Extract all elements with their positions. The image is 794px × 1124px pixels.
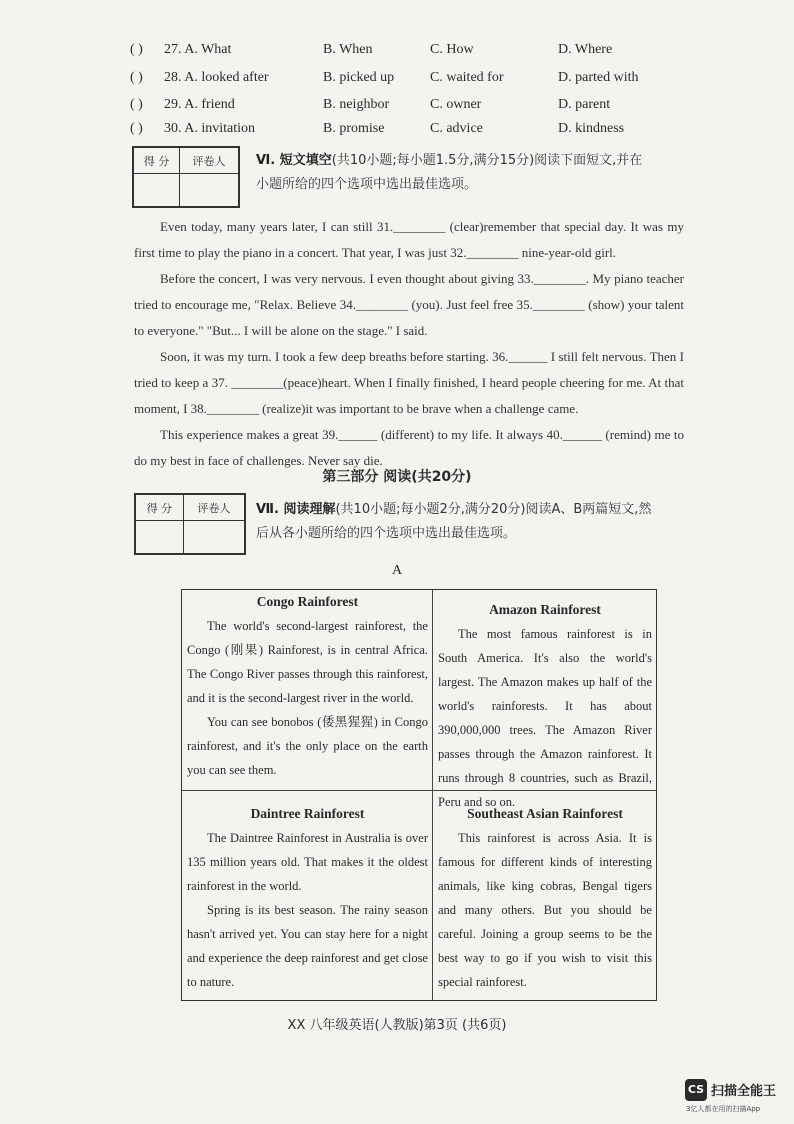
section7-heading (256, 498, 696, 546)
answer-blank: ( ) (130, 97, 143, 112)
rainforest-paragraph: Spring is its best season. The rainy season hasn't arrived yet. You can stay here for a night and experience the deep rainforest and get close to nature. (187, 903, 428, 989)
option-d: D. parted with (558, 70, 639, 85)
grader-label: 评卷人 (179, 148, 238, 174)
option-a: 27. A. What (164, 42, 232, 57)
passage-paragraph: Soon, it was my turn. I took a few deep breaths before starting. 36.______ I still felt nervous. Then I tried to keep a 37. ________(peace)heart. When I finally finished, I heard people cheering for me. At that moment, I 38.________ (realize)it was important to be brave when a challenge came. (134, 349, 684, 416)
rainforest-table (181, 589, 657, 1001)
option-c: C. waited for (430, 70, 504, 85)
section7-number: Ⅶ. 阅读理解 (256, 502, 336, 517)
rainforest-title: Amazon Rainforest (489, 602, 601, 617)
cloze-passage (134, 214, 684, 474)
option-d: D. kindness (558, 121, 625, 136)
option-b: B. When (323, 42, 373, 57)
rainforest-paragraph: You can see bonobos (倭黑猩猩) in Congo rainforest, and it's the only place on the earth you can see them. (187, 715, 428, 777)
scanner-app-name: 扫描全能王 (711, 1084, 777, 1099)
rainforest-paragraph: The world's second-largest rainforest, the Congo (刚果) Rainforest, is in central Africa. The Congo River passes through this rainforest, and it is the second-largest river in the world. (187, 619, 428, 705)
page-footer: XX 八年级英语(人教版)第3页 (共6页) (287, 1018, 507, 1033)
choice-row (130, 97, 650, 121)
grader-label: 评卷人 (183, 495, 244, 521)
score-box-section6 (132, 146, 240, 208)
answer-blank: ( ) (130, 42, 143, 57)
option-b: B. picked up (323, 70, 395, 85)
part3-title: 第三部分 阅读(共20分) (322, 469, 472, 485)
camscanner-logo-icon: CS (685, 1079, 707, 1101)
section6-heading (256, 149, 686, 197)
option-b: B. neighbor (323, 97, 390, 112)
rainforest-cell-daintree (182, 802, 432, 1000)
rainforest-title: Daintree Rainforest (250, 806, 365, 821)
choice-row (130, 42, 650, 66)
rainforest-paragraph: The most famous rainforest is in South America. It's also the world's largest. The Amazon makes up half of the world's rainforests. It has about 390,000,000 trees. The Amazon River passes through the Amazon rainforest. It runs through 8 countries, such as Brazil, Peru and so on. (438, 627, 652, 809)
rainforest-cell-amazon (433, 598, 656, 809)
option-c: C. owner (430, 97, 482, 112)
option-d: D. parent (558, 97, 611, 112)
choice-row (130, 70, 650, 94)
section7-desc2: 后从各小题所给的四个选项中选出最佳选项。 (256, 526, 517, 541)
rainforest-title: Congo Rainforest (256, 594, 359, 609)
section6-desc2: 小题所给的四个选项中选出最佳选项。 (256, 177, 478, 192)
rainforest-title: Southeast Asian Rainforest (467, 806, 623, 821)
scanner-tagline: 3亿人都在用的扫描App (686, 1105, 761, 1113)
section6-desc: (共10小题;每小题1.5分,满分15分)阅读下面短文,并在 (331, 153, 643, 168)
rainforest-cell-congo (182, 590, 432, 790)
option-a: 30. A. invitation (164, 121, 255, 136)
passage-paragraph: Before the concert, I was very nervous. I even thought about giving 33.________. My piano teacher tried to encourage me, "Relax. Believe 34.________ (you). Just feel free 35.________ (show) your talent to everyone." "But... I will be alone on the stage." I said. (134, 271, 684, 338)
score-label: 得 分 (136, 495, 184, 521)
passage-paragraph: This experience makes a great 39.______ (different) to my life. It always 40.______ (remind) me to do my best in face of challenges. Never say die. (134, 427, 684, 468)
option-b: B. promise (323, 121, 385, 136)
option-a: 29. A. friend (164, 97, 235, 112)
score-box-section7 (134, 493, 246, 555)
option-a: 28. A. looked after (164, 70, 269, 85)
answer-blank: ( ) (130, 70, 143, 85)
rainforest-cell-southeast-asian (433, 802, 656, 1000)
rainforest-paragraph: This rainforest is across Asia. It is famous for different kinds of interesting animals, like king cobras, Bengal tigers and many others. But you should be careful. Joining a group seems to be the best way to go if you wish to visit this special rainforest. (438, 831, 652, 989)
passage-paragraph: Even today, many years later, I can still 31.________ (clear)remember that special day. It was my first time to play the piano in a concert. That year, I was just 32.________ nine-year-old girl. (134, 219, 684, 260)
answer-blank: ( ) (130, 121, 143, 136)
choice-row (130, 121, 650, 145)
section6-number: Ⅵ. 短文填空 (256, 153, 332, 168)
option-d: D. Where (558, 42, 613, 57)
rainforest-paragraph: The Daintree Rainforest in Australia is over 135 million years old. That makes it the oldest rainforest in the world. (187, 831, 428, 893)
option-c: C. advice (430, 121, 483, 136)
section7-desc: (共10小题;每小题2分,满分20分)阅读A、B两篇短文,然 (335, 502, 652, 517)
score-label: 得 分 (134, 148, 180, 174)
passage-label: A (391, 563, 403, 578)
option-c: C. How (430, 42, 474, 57)
